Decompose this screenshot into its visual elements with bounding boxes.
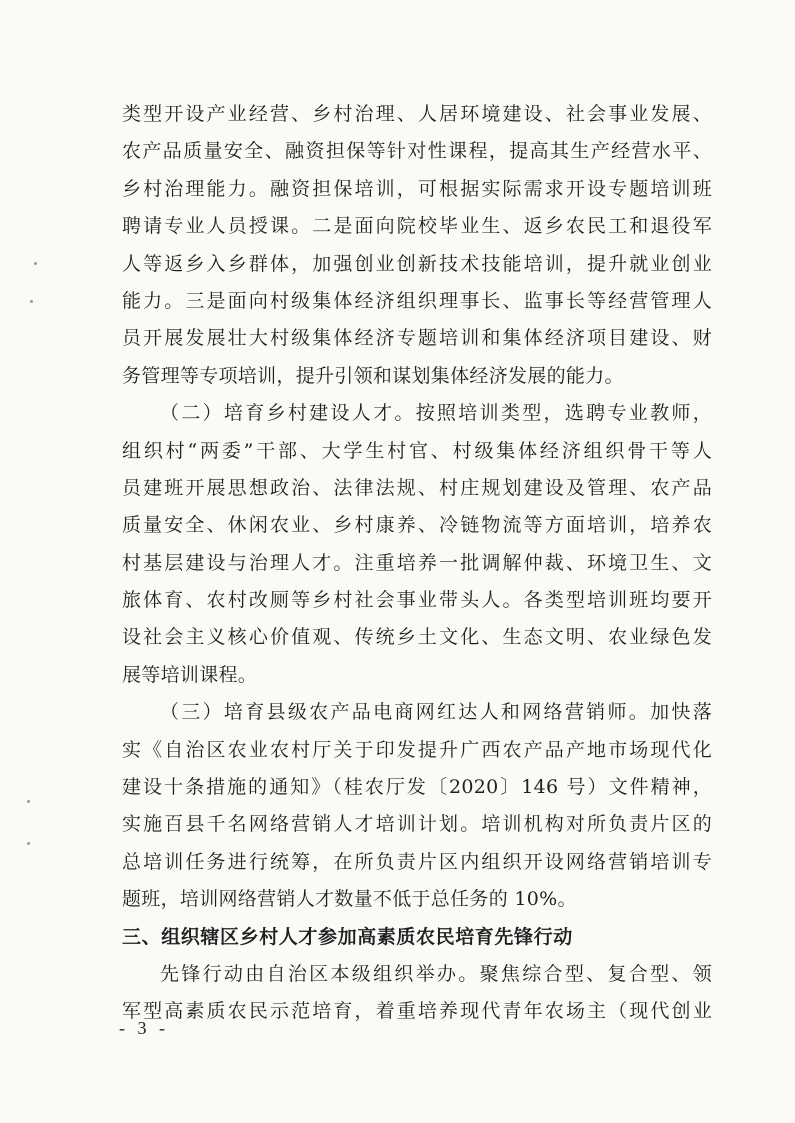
text-line: 军型高素质农民示范培育，着重培养现代青年农场主（现代创业 (122, 1000, 712, 1023)
text-line: 员开展发展壮大村级集体经济专题培训和集体经济项目建设、财 (122, 327, 712, 350)
text-line: （二）培育乡村建设人才。按照培训类型，选聘专业教师， (160, 402, 712, 425)
text-line: 聘请专业人员授课。二是面向院校毕业生、返乡农民工和退役军 (122, 215, 712, 238)
document-body (122, 96, 712, 1031)
section-heading: 三、组织辖区乡村人才参加高素质农民培育先锋行动 (122, 925, 573, 948)
scan-speck (30, 300, 33, 303)
paragraph-block (122, 956, 712, 1031)
text-line: 乡村治理能力。融资担保培训，可根据实际需求开设专题培训班 (122, 177, 712, 200)
text-line: 旅体育、农村改厕等乡村社会事业带头人。各类型培训班均要开 (122, 589, 712, 612)
text-line: 实施百县千名网络营销人才培训计划。培训机构对所负责片区的 (122, 813, 712, 836)
text-line: （三）培育县级农产品电商网红达人和网络营销师。加快落 (160, 701, 712, 724)
text-line: 能力。三是面向村级集体经济组织理事长、监事长等经营管理人 (122, 289, 712, 312)
text-line: 农产品质量安全、融资担保等针对性课程，提高其生产经营水平、 (122, 140, 712, 163)
text-line: 人等返乡入乡群体，加强创业创新技术技能培训，提升就业创业 (122, 252, 712, 275)
text-line: 实《自治区农业农村厅关于印发提升广西农产品产地市场现代化 (122, 738, 712, 761)
text-line: 建设十条措施的通知》（桂农厅发〔2020〕146 号）文件精神， (122, 776, 712, 799)
text-line: 组织村“两委”干部、大学生村官、村级集体经济组织骨干等人 (122, 439, 712, 462)
paragraph-block (122, 96, 712, 919)
scan-speck (34, 262, 37, 265)
page-number: - 3 - (119, 1018, 169, 1038)
text-line: 设社会主义核心价值观、传统乡土文化、生态文明、农业绿色发 (122, 626, 712, 649)
text-line: 质量安全、休闲农业、乡村康养、冷链物流等方面培训，培养农 (122, 514, 712, 537)
scan-speck (27, 842, 30, 845)
scan-speck (27, 800, 30, 803)
text-line: 先锋行动由自治区本级组织举办。聚焦综合型、复合型、领 (160, 962, 712, 985)
text-line: 总培训任务进行统筹，在所负责片区内组织开设网络营销培训专 (122, 850, 712, 873)
text-line: 题班，培训网络营销人才数量不低于总任务的 10%。 (122, 888, 577, 911)
text-line: 展等培训课程。 (122, 663, 258, 686)
text-line: 员建班开展思想政治、法律法规、村庄规划建设及管理、农产品 (122, 476, 712, 499)
text-line: 类型开设产业经营、乡村治理、人居环境建设、社会事业发展、 (122, 103, 712, 125)
text-line: 务管理等专项培训，提升引领和谋划集体经济发展的能力。 (122, 364, 624, 387)
text-line: 村基层建设与治理人才。注重培养一批调解仲裁、环境卫生、文 (122, 551, 712, 574)
